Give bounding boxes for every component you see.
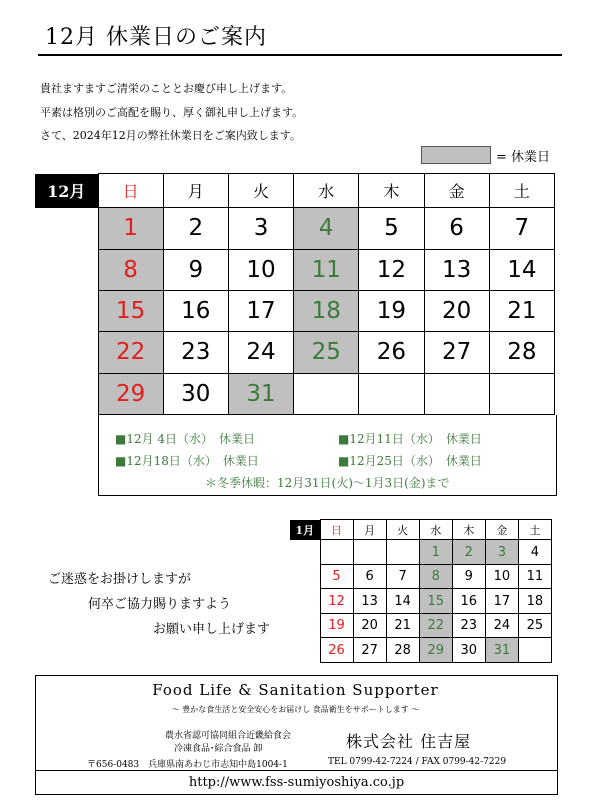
month-label: 1月 — [290, 520, 320, 540]
day-cell: 22 — [98, 332, 163, 373]
holiday-note: ■12月11日（水） 休業日 — [338, 432, 482, 446]
day-cell: 2 — [163, 208, 228, 249]
empty-day-cell — [386, 540, 419, 565]
company-website-link[interactable]: http://www.fss-sumiyoshiya.co.jp — [188, 775, 405, 790]
day-cell: 29 — [98, 373, 163, 414]
apology-line-3: お願い申し上げます — [153, 622, 271, 637]
day-cell: 1 — [419, 540, 452, 565]
company-phone-fax: TEL 0799-42-7224 / FAX 0799-42-7229 — [328, 757, 507, 767]
spacer-cell — [290, 589, 320, 614]
day-cell: 27 — [424, 332, 489, 373]
day-cell: 4 — [294, 208, 359, 249]
day-cell: 22 — [419, 613, 452, 638]
day-cell: 6 — [353, 564, 386, 589]
weekday-header: 水 — [419, 520, 452, 540]
day-cell: 15 — [98, 290, 163, 331]
day-cell: 24 — [485, 613, 518, 638]
day-cell: 23 — [452, 613, 485, 638]
apology-line-1: ご迷惑をお掛けしますが — [48, 572, 192, 587]
weekday-header: 金 — [485, 520, 518, 540]
greeting-line-1: 貴社ますますご清栄のこととお慶び申し上げます。 — [40, 82, 293, 95]
day-cell: 21 — [489, 290, 554, 331]
day-cell: 27 — [353, 638, 386, 663]
day-cell: 19 — [320, 613, 353, 638]
footer-business-type: 冷凍食品･綜合食品 卸 — [174, 744, 263, 754]
day-cell: 2 — [452, 540, 485, 565]
day-cell: 11 — [294, 249, 359, 290]
company-name: 株式会社 住吉屋 — [346, 732, 472, 751]
day-cell: 30 — [452, 638, 485, 663]
greeting-line-2: 平素は格別のご高配を賜り、厚く御礼申し上げます。 — [40, 106, 304, 119]
month-label: 12月 — [35, 174, 98, 208]
day-cell: 9 — [452, 564, 485, 589]
day-cell: 25 — [518, 613, 551, 638]
day-cell: 16 — [163, 290, 228, 331]
day-cell: 20 — [353, 613, 386, 638]
footer-tagline: 〜 豊かな食生活と安全安心をお届けし 食品衛生をサポートします 〜 — [171, 705, 420, 714]
day-cell: 10 — [228, 249, 293, 290]
footer-divider — [35, 770, 558, 771]
day-cell: 16 — [452, 589, 485, 614]
spacer-cell — [35, 332, 98, 373]
day-cell: 23 — [163, 332, 228, 373]
day-cell: 17 — [485, 589, 518, 614]
spacer-cell — [290, 613, 320, 638]
day-cell: 6 — [424, 208, 489, 249]
spacer-cell — [290, 540, 320, 565]
day-cell: 5 — [320, 564, 353, 589]
company-address: 〒656-0483 兵庫県南あわじ市志知中島1004-1 — [87, 760, 288, 770]
day-cell: 4 — [518, 540, 551, 565]
day-cell: 9 — [163, 249, 228, 290]
spacer-cell — [35, 249, 98, 290]
empty-day-cell — [353, 540, 386, 565]
day-cell: 13 — [353, 589, 386, 614]
weekday-header: 火 — [228, 174, 293, 208]
weekday-header: 日 — [98, 174, 163, 208]
empty-day-cell — [359, 373, 424, 414]
empty-day-cell — [294, 373, 359, 414]
day-cell: 10 — [485, 564, 518, 589]
holiday-note: ■12月18日（水） 休業日 — [115, 454, 259, 468]
holiday-note: ■12月 4日（水） 休業日 — [115, 432, 256, 446]
weekday-header: 月 — [353, 520, 386, 540]
day-cell: 31 — [485, 638, 518, 663]
weekday-header: 月 — [163, 174, 228, 208]
day-cell: 28 — [386, 638, 419, 663]
day-cell: 19 — [359, 290, 424, 331]
spacer-cell — [290, 638, 320, 663]
weekday-header: 土 — [518, 520, 551, 540]
day-cell: 26 — [320, 638, 353, 663]
day-cell: 14 — [489, 249, 554, 290]
greeting-line-3: さて、2024年12月の弊社休業日をご案内致します。 — [40, 129, 301, 142]
empty-day-cell — [518, 638, 551, 663]
day-cell: 18 — [518, 589, 551, 614]
day-cell: 5 — [359, 208, 424, 249]
weekday-header: 木 — [452, 520, 485, 540]
weekday-header: 金 — [424, 174, 489, 208]
day-cell: 13 — [424, 249, 489, 290]
holiday-legend-label: = 休業日 — [496, 150, 551, 165]
holiday-legend-swatch — [421, 146, 491, 164]
footer-association: 農水省認可協同組合近畿給食会 — [165, 731, 292, 741]
december-calendar — [35, 173, 555, 415]
day-cell: 7 — [386, 564, 419, 589]
day-cell: 14 — [386, 589, 419, 614]
day-cell: 1 — [98, 208, 163, 249]
empty-day-cell — [320, 540, 353, 565]
footer-slogan: Food Life & Sanitation Supporter — [152, 681, 439, 699]
title-underline — [38, 54, 562, 56]
holiday-note: ■12月25日（水） 休業日 — [338, 454, 482, 468]
empty-day-cell — [489, 373, 554, 414]
day-cell: 7 — [489, 208, 554, 249]
spacer-cell — [35, 373, 98, 414]
day-cell: 30 — [163, 373, 228, 414]
empty-day-cell — [424, 373, 489, 414]
weekday-header: 水 — [294, 174, 359, 208]
january-calendar — [290, 519, 552, 663]
day-cell: 11 — [518, 564, 551, 589]
weekday-header: 日 — [320, 520, 353, 540]
spacer-cell — [290, 564, 320, 589]
winter-break-note: ＊冬季休暇：12月31日(火)〜1月3日(金)まで — [205, 476, 450, 490]
day-cell: 8 — [419, 564, 452, 589]
spacer-cell — [35, 208, 98, 249]
day-cell: 17 — [228, 290, 293, 331]
day-cell: 18 — [294, 290, 359, 331]
day-cell: 3 — [228, 208, 293, 249]
day-cell: 21 — [386, 613, 419, 638]
day-cell: 3 — [485, 540, 518, 565]
day-cell: 28 — [489, 332, 554, 373]
weekday-header: 木 — [359, 174, 424, 208]
day-cell: 24 — [228, 332, 293, 373]
day-cell: 20 — [424, 290, 489, 331]
day-cell: 8 — [98, 249, 163, 290]
day-cell: 25 — [294, 332, 359, 373]
weekday-header: 火 — [386, 520, 419, 540]
day-cell: 12 — [359, 249, 424, 290]
day-cell: 15 — [419, 589, 452, 614]
page-title: 12月 休業日のご案内 — [45, 25, 267, 50]
apology-line-2: 何卒ご協力賜りますよう — [88, 597, 232, 612]
weekday-header: 土 — [489, 174, 554, 208]
day-cell: 29 — [419, 638, 452, 663]
day-cell: 31 — [228, 373, 293, 414]
spacer-cell — [35, 290, 98, 331]
day-cell: 12 — [320, 589, 353, 614]
day-cell: 26 — [359, 332, 424, 373]
